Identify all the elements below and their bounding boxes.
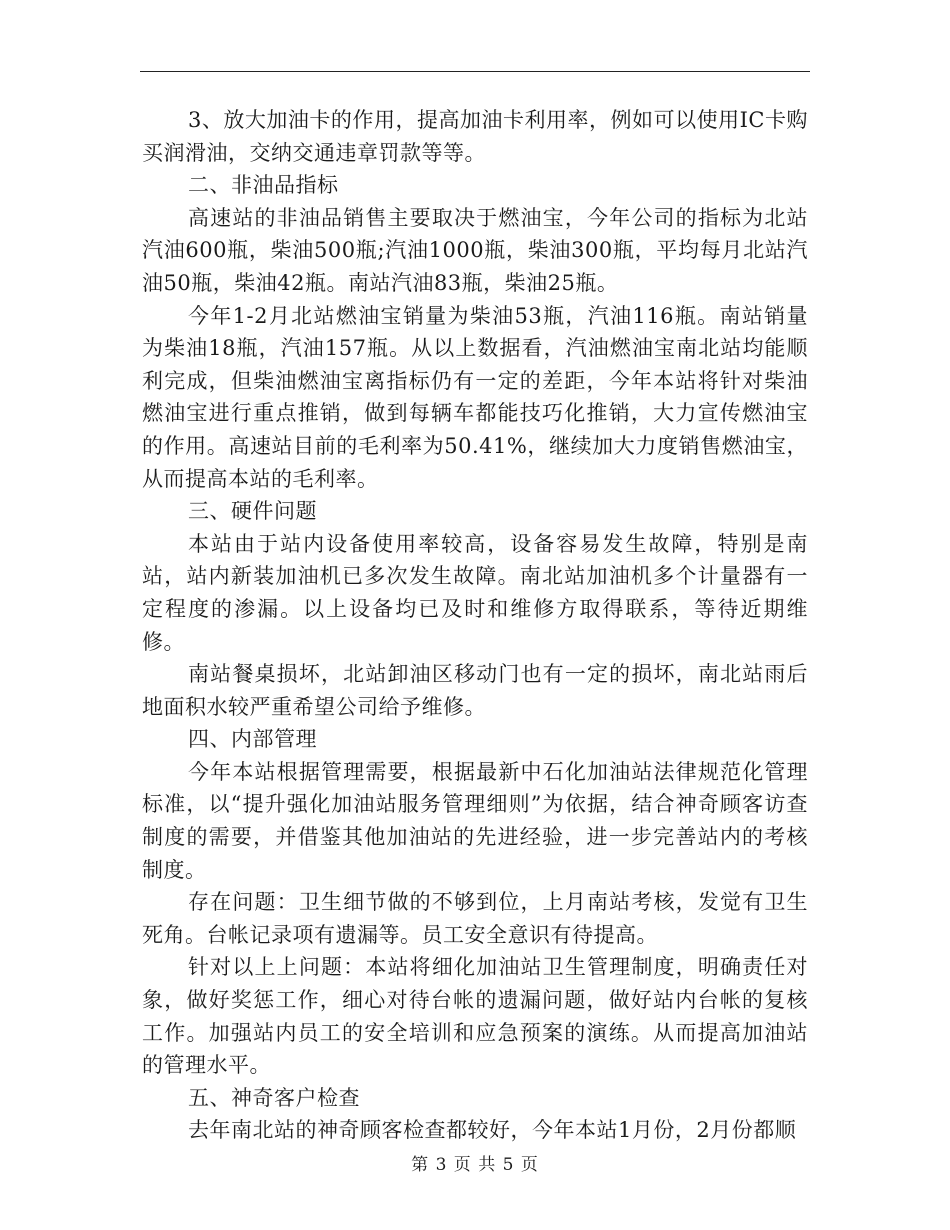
section-heading-hardware: 三、硬件问题 [188,499,317,524]
paragraph-corrective-measures: 针对以上上问题：本站将细化加油站卫生管理制度，明确责任对象，做好奖惩工作，细心对待台帐的遗漏问题，做好站内台帐的复核工作。加强站内员工的安全培训和应急预案的演练。从而提高加油站的管理水平。 [142,955,808,1078]
section-heading-non-oil: 二、非油品指标 [188,173,339,198]
paragraph-ic-card: 3、放大加油卡的作用，提高加油卡利用率，例如可以使用IC卡购买润滑油，交纳交通违章罚款等等。 [142,108,808,165]
section-heading-internal-management: 四、内部管理 [188,727,317,752]
page-number-footer: 第 3 页 共 5 页 [411,1155,539,1175]
paragraph-existing-problems: 存在问题：卫生细节做的不够到位，上月南站考核，发觉有卫生死角。台帐记录项有遗漏等。员工安全意识有待提高。 [142,890,808,947]
section-heading-mystery-customer: 五、神奇客户检查 [188,1085,360,1110]
paragraph-non-oil-targets: 高速站的非油品销售主要取决于燃油宝，今年公司的指标为北站汽油600瓶，柴油500瓶;汽油1000瓶，柴油300瓶，平均每月北站汽油50瓶，柴油42瓶。南站汽油83瓶，柴油25瓶。 [142,205,808,295]
document-body [142,104,808,1147]
paragraph-sales-volume: 今年1-2月北站燃油宝销量为柴油53瓶，汽油116瓶。南站销量为柴油18瓶，汽油157瓶。从以上数据看，汽油燃油宝南北站均能顺利完成，但柴油燃油宝离指标仍有一定的差距，今年本站将针对柴油燃油宝进行重点推销，做到每辆车都能技巧化推销，大力宣传燃油宝的作用。高速站目前的毛利率为50.41%，继续加大力度销售燃油宝，从而提高本站的毛利率。 [142,303,808,491]
paragraph-management-standards: 今年本站根据管理需要，根据最新中石化加油站法律规范化管理标准，以“提升强化加油站服务管理细则”为依据，结合神奇顾客访查制度的需要，并借鉴其他加油站的先进经验，进一步完善站内的考核制度。 [142,759,808,882]
paragraph-mystery-customer-results: 去年南北站的神奇顾客检查都较好，今年本站1月份，2月份都顺 [188,1118,797,1143]
header-rule [140,71,810,72]
paragraph-facility-damage: 南站餐桌损坏，北站卸油区移动门也有一定的损坏，南北站雨后地面积水较严重希望公司给予维修。 [142,662,808,719]
paragraph-equipment-faults: 本站由于站内设备使用率较高，设备容易发生故障，特别是南站，站内新装加油机已多次发生故障。南北站加油机多个计量器有一定程度的渗漏。以上设备均已及时和维修方取得联系，等待近期维修。 [142,531,808,654]
